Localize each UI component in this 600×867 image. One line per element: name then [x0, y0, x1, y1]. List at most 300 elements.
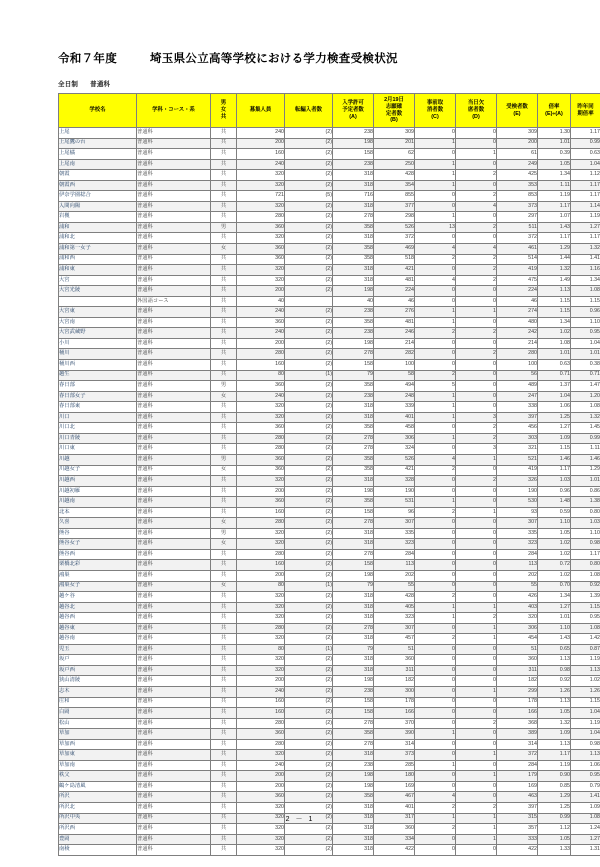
cell-previous-year-ratio: 1.29	[571, 465, 600, 476]
cell-gender: 共	[211, 317, 237, 328]
title-main: 埼玉県公立高等学校における学力検査受検状況	[150, 53, 398, 65]
cell-applicants-confirmed: 855	[374, 191, 415, 202]
cell-gender: 共	[211, 813, 237, 824]
cell-examinees: 307	[497, 518, 538, 529]
cell-applicants-confirmed: 190	[374, 486, 415, 497]
cell-ratio: 1.02	[538, 539, 571, 550]
cell-course: 普通科	[137, 328, 211, 339]
cell-prior-cancellations: 0	[415, 128, 456, 139]
table-row	[59, 676, 600, 687]
cell-transfer: (2)	[285, 739, 333, 750]
cell-previous-year-ratio: 1.32	[571, 412, 600, 423]
cell-quota: 320	[237, 592, 285, 603]
cell-quota: 160	[237, 360, 285, 371]
cell-admission-planned: 158	[333, 697, 374, 708]
cell-transfer: (2)	[285, 454, 333, 465]
cell-day-absences: 0	[456, 739, 497, 750]
cell-examinees: 338	[497, 402, 538, 413]
cell-course: 普通科	[137, 275, 211, 286]
table-row	[59, 275, 600, 286]
cell-ratio: 1.05	[538, 834, 571, 845]
cell-course: 普通科	[137, 834, 211, 845]
cell-prior-cancellations: 1	[415, 307, 456, 318]
cell-school-name: 草加東	[59, 750, 137, 761]
cell-previous-year-ratio: 0.96	[571, 307, 600, 318]
cell-school-name: 大宮	[59, 275, 137, 286]
cell-applicants-confirmed: 328	[374, 476, 415, 487]
cell-ratio: 1.33	[538, 845, 571, 856]
table-row	[59, 528, 600, 539]
cell-day-absences: 0	[456, 159, 497, 170]
cell-day-absences: 3	[456, 412, 497, 423]
cell-school-name: 川口	[59, 412, 137, 423]
cell-transfer: (1)	[285, 581, 333, 592]
cell-gender: 共	[211, 149, 237, 160]
cell-admission-planned: 318	[333, 602, 374, 613]
cell-applicants-confirmed: 317	[374, 813, 415, 824]
cell-quota: 320	[237, 476, 285, 487]
cell-school-name: 熊谷女子	[59, 539, 137, 550]
cell-transfer: (2)	[285, 402, 333, 413]
cell-previous-year-ratio: 1.02	[571, 676, 600, 687]
cell-previous-year-ratio: 1.06	[571, 760, 600, 771]
cell-ratio: 1.17	[538, 201, 571, 212]
cell-quota: 200	[237, 781, 285, 792]
cell-admission-planned: 198	[333, 486, 374, 497]
cell-previous-year-ratio: 1.24	[571, 824, 600, 835]
cell-gender: 共	[211, 613, 237, 624]
cell-course: 普通科	[137, 739, 211, 750]
cell-school-name: 熊谷西	[59, 549, 137, 560]
cell-transfer: (2)	[285, 708, 333, 719]
cell-gender: 共	[211, 370, 237, 381]
cell-admission-planned: 318	[333, 265, 374, 276]
cell-day-absences: 1	[456, 686, 497, 697]
cell-previous-year-ratio: 1.31	[571, 845, 600, 856]
cell-transfer: (2)	[285, 623, 333, 634]
cell-school-name: 坂戸	[59, 655, 137, 666]
cell-school-name: 草加南	[59, 760, 137, 771]
cell-ratio: 1.10	[538, 623, 571, 634]
cell-day-absences: 1	[456, 623, 497, 634]
cell-transfer: (2)	[285, 602, 333, 613]
cell-admission-planned: 318	[333, 803, 374, 814]
cell-day-absences: 0	[456, 676, 497, 687]
cell-gender: 共	[211, 570, 237, 581]
cell-school-name: 小川	[59, 338, 137, 349]
cell-previous-year-ratio: 1.08	[571, 402, 600, 413]
cell-transfer: (2)	[285, 254, 333, 265]
cell-school-name: 川口青陵	[59, 433, 137, 444]
cell-gender: 共	[211, 286, 237, 297]
cell-transfer: (2)	[285, 560, 333, 571]
cell-examinees: 425	[497, 170, 538, 181]
cell-course: 普通科	[137, 244, 211, 255]
cell-course: 普通科	[137, 686, 211, 697]
cell-day-absences: 3	[456, 444, 497, 455]
cell-school-name: 越谷北	[59, 602, 137, 613]
cell-school-name: 伊奈学園総合	[59, 191, 137, 202]
cell-quota: 160	[237, 708, 285, 719]
cell-admission-planned: 278	[333, 549, 374, 560]
cell-day-absences: 0	[456, 792, 497, 803]
cell-previous-year-ratio: 1.08	[571, 570, 600, 581]
header-row	[59, 94, 600, 128]
cell-gender: 共	[211, 233, 237, 244]
cell-prior-cancellations: 0	[415, 771, 456, 782]
cell-gender: 共	[211, 771, 237, 782]
cell-quota: 320	[237, 233, 285, 244]
cell-quota: 200	[237, 138, 285, 149]
cell-gender: 共	[211, 191, 237, 202]
cell-school-name: 久喜	[59, 518, 137, 529]
cell-prior-cancellations: 0	[415, 834, 456, 845]
table-row	[59, 370, 600, 381]
cell-school-name: 岩槻	[59, 212, 137, 223]
cell-school-name: 大宮東	[59, 307, 137, 318]
cell-ratio: 1.12	[538, 824, 571, 835]
cell-gender: 共	[211, 644, 237, 655]
cell-transfer: (2)	[285, 138, 333, 149]
cell-examinees: 297	[497, 212, 538, 223]
cell-gender: 共	[211, 781, 237, 792]
cell-previous-year-ratio: 1.09	[571, 803, 600, 814]
cell-previous-year-ratio: 1.11	[571, 444, 600, 455]
cell-day-absences: 0	[456, 549, 497, 560]
cell-applicants-confirmed: 46	[374, 296, 415, 307]
cell-admission-planned: 318	[333, 824, 374, 835]
cell-prior-cancellations: 0	[415, 423, 456, 434]
cell-transfer: (2)	[285, 317, 333, 328]
cell-ratio: 1.13	[538, 739, 571, 750]
cell-admission-planned: 40	[333, 296, 374, 307]
cell-school-name: 浦和西	[59, 254, 137, 265]
cell-day-absences: 0	[456, 497, 497, 508]
cell-course: 普通科	[137, 391, 211, 402]
cell-quota: 280	[237, 444, 285, 455]
cell-examinees: 200	[497, 138, 538, 149]
cell-school-name: 越谷東	[59, 623, 137, 634]
cell-school-name: 所沢西	[59, 824, 137, 835]
cell-ratio: 1.25	[538, 803, 571, 814]
cell-transfer: (2)	[285, 201, 333, 212]
cell-gender: 共	[211, 170, 237, 181]
cell-admission-planned: 358	[333, 381, 374, 392]
column-header-ratio: 倍率 (E)÷(A)	[538, 94, 571, 128]
column-header-school-name: 学校名	[59, 94, 137, 128]
cell-course: 普通科	[137, 433, 211, 444]
cell-quota: 320	[237, 665, 285, 676]
cell-ratio: 1.34	[538, 170, 571, 181]
cell-quota: 360	[237, 465, 285, 476]
cell-day-absences: 2	[456, 265, 497, 276]
table-row	[59, 824, 600, 835]
cell-prior-cancellations: 0	[415, 444, 456, 455]
table-row	[59, 317, 600, 328]
cell-examinees: 489	[497, 381, 538, 392]
cell-examinees: 373	[497, 201, 538, 212]
cell-gender: 共	[211, 486, 237, 497]
cell-course: 普通科	[137, 497, 211, 508]
cell-quota: 320	[237, 750, 285, 761]
cell-prior-cancellations: 0	[415, 201, 456, 212]
cell-admission-planned: 318	[333, 233, 374, 244]
cell-examinees: 372	[497, 233, 538, 244]
cell-admission-planned: 238	[333, 128, 374, 139]
cell-gender: 共	[211, 792, 237, 803]
cell-previous-year-ratio: 1.15	[571, 697, 600, 708]
cell-day-absences: 0	[456, 665, 497, 676]
cell-gender: 女	[211, 391, 237, 402]
cell-school-name: 鴻巣女子	[59, 581, 137, 592]
cell-admission-planned: 198	[333, 286, 374, 297]
cell-school-name: 所沢北	[59, 803, 137, 814]
cell-examinees: 93	[497, 507, 538, 518]
cell-ratio: 0.65	[538, 644, 571, 655]
cell-gender: 男	[211, 222, 237, 233]
cell-course: 普通科	[137, 370, 211, 381]
cell-prior-cancellations: 1	[415, 602, 456, 613]
cell-quota: 160	[237, 507, 285, 518]
cell-quota: 200	[237, 486, 285, 497]
cell-school-name: 浦和北	[59, 233, 137, 244]
cell-ratio: 1.46	[538, 454, 571, 465]
cell-quota: 240	[237, 328, 285, 339]
cell-examinees: 326	[497, 476, 538, 487]
cell-ratio: 1.02	[538, 549, 571, 560]
cell-examinees: 323	[497, 539, 538, 550]
cell-admission-planned: 198	[333, 676, 374, 687]
cell-applicants-confirmed: 180	[374, 771, 415, 782]
cell-transfer: (2)	[285, 592, 333, 603]
cell-previous-year-ratio: 1.04	[571, 159, 600, 170]
cell-school-name: 浦和第一女子	[59, 244, 137, 255]
cell-school-name: 大宮南	[59, 317, 137, 328]
cell-examinees: 454	[497, 634, 538, 645]
cell-prior-cancellations: 1	[415, 170, 456, 181]
cell-prior-cancellations: 1	[415, 729, 456, 740]
cell-examinees: 461	[497, 244, 538, 255]
cell-admission-planned: 358	[333, 729, 374, 740]
cell-applicants-confirmed: 531	[374, 497, 415, 508]
cell-prior-cancellations: 5	[415, 381, 456, 392]
cell-examinees: 397	[497, 412, 538, 423]
cell-day-absences: 0	[456, 697, 497, 708]
cell-applicants-confirmed: 526	[374, 222, 415, 233]
cell-previous-year-ratio: 1.04	[571, 708, 600, 719]
cell-previous-year-ratio: 1.13	[571, 665, 600, 676]
cell-admission-planned: 79	[333, 370, 374, 381]
cell-day-absences: 2	[456, 170, 497, 181]
cell-applicants-confirmed: 96	[374, 507, 415, 518]
cell-day-absences: 1	[456, 834, 497, 845]
table-row	[59, 222, 600, 233]
cell-prior-cancellations: 0	[415, 676, 456, 687]
cell-examinees: 280	[497, 349, 538, 360]
cell-admission-planned: 198	[333, 771, 374, 782]
cell-examinees: 309	[497, 128, 538, 139]
cell-day-absences: 0	[456, 845, 497, 856]
cell-ratio: 1.27	[538, 423, 571, 434]
cell-applicants-confirmed: 307	[374, 623, 415, 634]
cell-ratio: 1.34	[538, 317, 571, 328]
cell-gender: 共	[211, 760, 237, 771]
cell-ratio: 1.44	[538, 254, 571, 265]
cell-quota: 360	[237, 244, 285, 255]
cell-school-name: 春日部	[59, 381, 137, 392]
table-row	[59, 760, 600, 771]
cell-ratio: 1.11	[538, 180, 571, 191]
cell-transfer: (2)	[285, 286, 333, 297]
cell-previous-year-ratio: 1.01	[571, 476, 600, 487]
cell-day-absences: 2	[456, 433, 497, 444]
cell-admission-planned: 318	[333, 634, 374, 645]
cell-prior-cancellations: 0	[415, 718, 456, 729]
cell-previous-year-ratio: 0.80	[571, 560, 600, 571]
cell-admission-planned: 318	[333, 412, 374, 423]
cell-gender: 共	[211, 497, 237, 508]
cell-examinees: 61	[497, 149, 538, 160]
cell-previous-year-ratio: 0.99	[571, 433, 600, 444]
cell-gender: 共	[211, 507, 237, 518]
cell-ratio: 0.98	[538, 665, 571, 676]
table-row	[59, 201, 600, 212]
cell-transfer: (2)	[285, 665, 333, 676]
cell-quota: 280	[237, 718, 285, 729]
column-header-admission-planned: 入学許可 予定者数 (A)	[333, 94, 374, 128]
cell-previous-year-ratio: 1.41	[571, 792, 600, 803]
table-row	[59, 212, 600, 223]
cell-transfer: (2)	[285, 328, 333, 339]
cell-examinees: 224	[497, 286, 538, 297]
table-row	[59, 149, 600, 160]
cell-previous-year-ratio: 0.95	[571, 613, 600, 624]
cell-gender: 共	[211, 718, 237, 729]
cell-course: 普通科	[137, 412, 211, 423]
cell-examinees: 46	[497, 296, 538, 307]
cell-prior-cancellations: 0	[415, 191, 456, 202]
cell-course: 普通科	[137, 159, 211, 170]
cell-applicants-confirmed: 300	[374, 686, 415, 697]
cell-previous-year-ratio: 1.34	[571, 275, 600, 286]
cell-applicants-confirmed: 421	[374, 265, 415, 276]
table-row	[59, 338, 600, 349]
cell-examinees: 456	[497, 423, 538, 434]
cell-applicants-confirmed: 201	[374, 138, 415, 149]
cell-gender: 共	[211, 128, 237, 139]
cell-ratio: 1.13	[538, 286, 571, 297]
cell-day-absences: 2	[456, 476, 497, 487]
cell-quota: 360	[237, 423, 285, 434]
cell-quota: 240	[237, 760, 285, 771]
cell-day-absences: 1	[456, 750, 497, 761]
cell-applicants-confirmed: 390	[374, 729, 415, 740]
cell-prior-cancellations: 0	[415, 623, 456, 634]
cell-ratio: 0.63	[538, 360, 571, 371]
cell-applicants-confirmed: 246	[374, 328, 415, 339]
cell-day-absences: 0	[456, 518, 497, 529]
cell-gender: 共	[211, 360, 237, 371]
cell-day-absences: 4	[456, 244, 497, 255]
cell-ratio: 0.92	[538, 676, 571, 687]
cell-examinees: 419	[497, 265, 538, 276]
cell-prior-cancellations: 1	[415, 813, 456, 824]
cell-school-name: 栗橋北彩	[59, 560, 137, 571]
cell-prior-cancellations: 2	[415, 634, 456, 645]
cell-day-absences: 1	[456, 307, 497, 318]
cell-school-name: 入間向陽	[59, 201, 137, 212]
cell-admission-planned: 158	[333, 360, 374, 371]
cell-examinees: 178	[497, 697, 538, 708]
cell-quota: 320	[237, 539, 285, 550]
cell-school-name: 上尾橘	[59, 149, 137, 160]
cell-quota: 280	[237, 518, 285, 529]
cell-prior-cancellations: 4	[415, 275, 456, 286]
cell-school-name: 庄和	[59, 697, 137, 708]
cell-quota: 280	[237, 549, 285, 560]
cell-examinees: 166	[497, 708, 538, 719]
cell-course: 普通科	[137, 360, 211, 371]
cell-quota: 721	[237, 191, 285, 202]
cell-ratio: 1.01	[538, 613, 571, 624]
cell-gender: 共	[211, 750, 237, 761]
cell-admission-planned: 238	[333, 686, 374, 697]
cell-course: 普通科	[137, 381, 211, 392]
cell-day-absences: 2	[456, 613, 497, 624]
cell-prior-cancellations: 0	[415, 233, 456, 244]
table-row	[59, 549, 600, 560]
cell-ratio: 1.29	[538, 792, 571, 803]
cell-applicants-confirmed: 55	[374, 581, 415, 592]
cell-gender: 共	[211, 402, 237, 413]
cell-ratio: 1.09	[538, 433, 571, 444]
cell-prior-cancellations: 0	[415, 781, 456, 792]
cell-applicants-confirmed: 339	[374, 402, 415, 413]
cell-school-name: 川口北	[59, 423, 137, 434]
cell-gender: 共	[211, 676, 237, 687]
cell-gender: 共	[211, 338, 237, 349]
cell-transfer: (2)	[285, 149, 333, 160]
cell-quota: 160	[237, 697, 285, 708]
cell-school-name: 越ケ谷	[59, 592, 137, 603]
cell-ratio: 1.06	[538, 402, 571, 413]
cell-admission-planned: 278	[333, 718, 374, 729]
cell-school-name: 北本	[59, 507, 137, 518]
cell-course: 普通科	[137, 444, 211, 455]
cell-applicants-confirmed: 377	[374, 201, 415, 212]
cell-examinees: 202	[497, 570, 538, 581]
cell-quota: 320	[237, 180, 285, 191]
cell-previous-year-ratio: 1.13	[571, 750, 600, 761]
cell-applicants-confirmed: 360	[374, 824, 415, 835]
cell-ratio: 1.27	[538, 602, 571, 613]
cell-course: 普通科	[137, 665, 211, 676]
cell-admission-planned: 278	[333, 623, 374, 634]
cell-gender: 共	[211, 159, 237, 170]
cell-day-absences: 0	[456, 212, 497, 223]
cell-examinees: 249	[497, 159, 538, 170]
cell-applicants-confirmed: 309	[374, 128, 415, 139]
cell-day-absences: 1	[456, 634, 497, 645]
cell-admission-planned: 238	[333, 391, 374, 402]
cell-examinees: 284	[497, 760, 538, 771]
cell-school-name: 草加西	[59, 739, 137, 750]
cell-transfer: (2)	[285, 476, 333, 487]
cell-examinees: 169	[497, 781, 538, 792]
cell-previous-year-ratio: 1.15	[571, 296, 600, 307]
cell-previous-year-ratio: 0.87	[571, 644, 600, 655]
cell-admission-planned: 318	[333, 845, 374, 856]
